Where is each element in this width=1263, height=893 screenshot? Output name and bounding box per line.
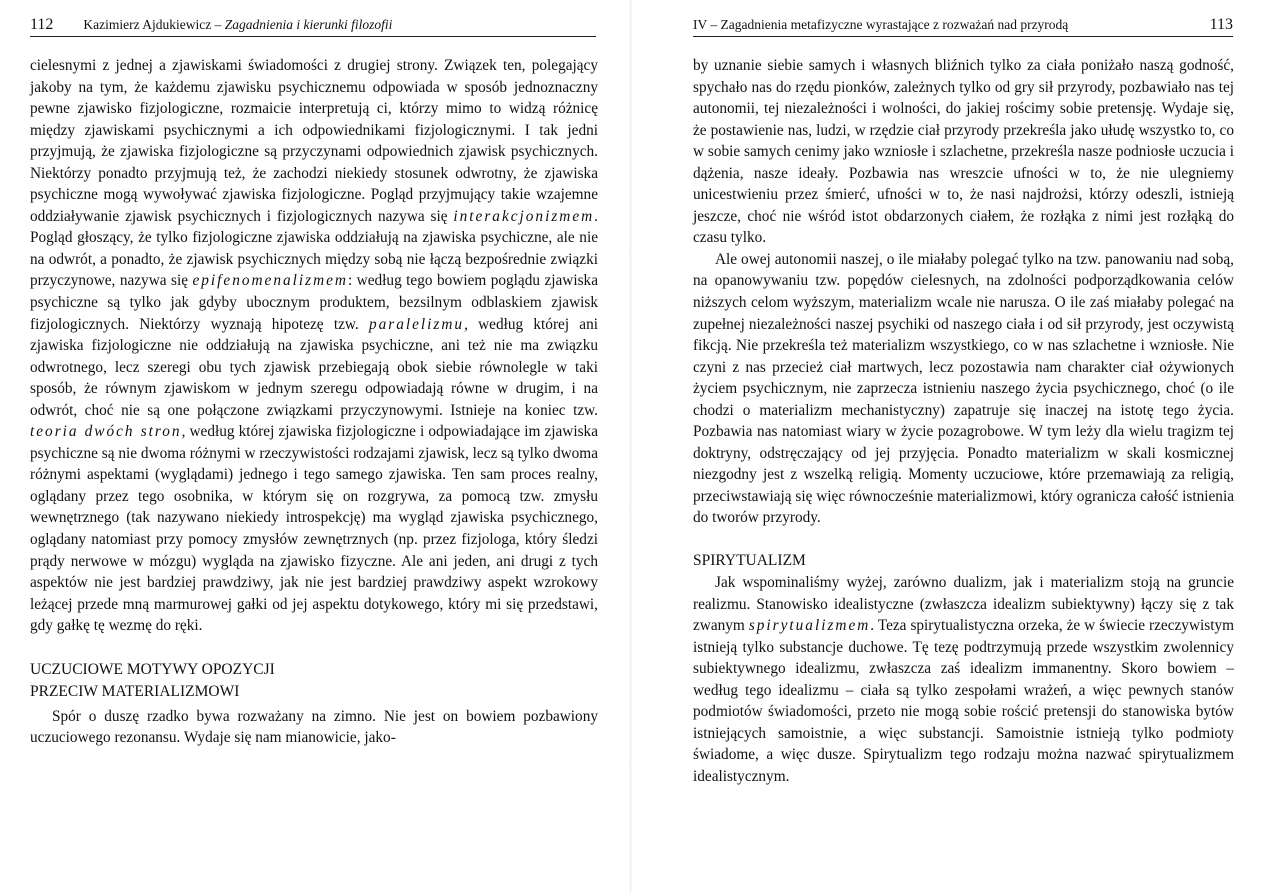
left-running-header <box>30 14 596 37</box>
paragraph: Spór o duszę rzadko bywa rozważany na zimno. Nie jest on bowiem pozbawiony uczuciowego rezonansu. Wydaje się nam mianowicie, jako- <box>30 707 598 747</box>
term-epifenomenalizm: epifenomenalizmem <box>192 272 348 290</box>
paragraph: by uznanie siebie samych i własnych bliźnich tylko za ciała poniżało naszą godność, spychało nas do rzędu pionków, zależnych tylko od gry sił przyrody, pozbawiało nas tej autonomii, tej niezależności i wolności, do jakiej rościmy sobie pretensję. Wydaje się, że postawienie nas, ludzi, w rzędzie ciał przyrody przekreśla jako ułudę wszystko to, co w sobie samych cenimy jako wzniosłe i szlachetne, przekreśla nasze podniosłe uczucia i dążenia, nasze ideały. Pozbawia nas wreszcie ufności w to, że nie ulegniemy unicestwieniu przez śmierć, ufności w to, że nasi najdrożsi, którzy odeszli, istnieją jeszcze, choć nie wśród istot obdarzonych ciałem, że rozłąka z nimi jest rozłąką do czasu tylko. <box>693 57 1234 247</box>
paragraph: Ale owej autonomii naszej, o ile miałaby polegać tylko na tzw. panowaniu nad sobą, na opanowywaniu tzw. popędów cielesnych, na zdolności podporządkowania celów niższych celom wyższym, materializm wcale nie narusza. O ile zaś miałaby polegać na zupełnej niezależności naszej psychiki od naszego ciała i od sił przyrody, jest oczywistą fikcją. Nie przekreśla też materializm wszystkiego, co w nas szlachetne i wzniosłe. Nie czyni z nas przecież ciał martwych, lecz pozostawia nam charakter ciał ożywionych życiem psychicznym, nie zaprzecza istnieniu naszego życia psychicznego, choć (o ile chodzi o materializm mechanistyczny) zapatruje się inaczej na istotę tego życia. Pozbawia nas natomiast wiary w życie pozagrobowe. W tym leży dla wielu tragizm tej doktryny, odstręczający od jej przyjęcia. Ponadto materializm w skali kosmicznej niezgodny jest z wszelką religią. Momenty uczuciowe, które przemawiają za religią, przeciwstawiają się więc równocześnie materializmowi, który ogranicza całość istnienia do tworów przyrody. <box>693 250 1234 527</box>
right-body-text <box>693 55 1234 788</box>
term-interakcjonizm: interakcjonizmem <box>453 207 595 225</box>
spacer <box>693 529 1234 550</box>
text-run: cielesnymi z jednej a zjawiskami świadomości z drugiej strony. Związek ten, polegający jakoby na tym, że każdemu zjawisku psychicznemu odpowiada w sposób jednoznaczny pewne zjawisko fizjologiczne, rozmaicie interpretują ci, którzy mimo to widzą różnicę między zjawiskami psychicznymi a ich odpowiednikami fizjologicznymi. I tak jedni przyjmują, że zjawiska fizjologiczne są przyczynami odpowiednich zjawisk psychicznych. Niektórzy ponadto przyjmują też, że zachodzi niekiedy stosunek odwrotny, że zjawiska psychiczne mogą wywoływać zjawiska fizjologiczne. Pogląd przyjmujący takie wzajemne oddziaływanie zjawisk psychicznych i fizjologicznych nazywa się <box>30 57 598 225</box>
header-chapter-title: IV – Zagadnienia metafizyczne wyrastające z rozważań nad przyrodą <box>693 17 1069 32</box>
left-body-text <box>30 55 598 749</box>
page-number: 113 <box>1209 16 1233 33</box>
term-teoria-dwoch-stron: teoria dwóch stron <box>30 423 182 441</box>
text-run: , według której zjawiska fizjologiczne i odpowiadające im zjawiska psychiczne są nie dwoma różnymi w rzeczywistości rodzajami zjawisk, lecz są tylko dwoma różnymi aspektami (wyglądami) jednego i tego samego zjawiska. Ten sam proces realny, oglądany przez tego osobnika, w którym się on rozgrywa, za pomocą tzw. zmysłu wewnętrznego (tak nazywano niekiedy introspekcję) ma wygląd zjawiska psychicznego, oglądany natomiast przy pomocy zmysłów zewnętrznych (np. przez fizjologa, który śledzi prądy nerwowe w mózgu) wygląda na zjawisko fizyczne. Ale ani jeden, ani drugi z tych aspektów nie jest bardziej prawdziwy, jak nie jest bardziej prawdziwy aspekt wzrokowy leżącej przede mną marmurowej gałki od jej aspektu dotykowego, który mi się przedstawi, gdy gałkę tę wezmę do ręki. <box>30 423 598 635</box>
section-title: SPIRYTUALIZM <box>693 552 806 570</box>
header-book-title: Zagadnienia i kierunki filozofii <box>224 17 393 32</box>
right-running-header <box>693 14 1233 37</box>
right-page <box>631 0 1263 893</box>
text-run: Jak wspominaliśmy wyżej, zarówno dualizm, jak i materializm stoją na gruncie realizmu. Stanowisko idealistyczne (zwłaszcza idealizm subiektywny) łączy się z tak zwanym <box>693 574 1234 635</box>
left-page <box>0 0 631 893</box>
term-paralelizm: paralelizmu <box>368 315 465 333</box>
section-title-line: UCZUCIOWE MOTYWY OPOZYCJI <box>30 660 275 678</box>
header-author: Kazimierz Ajdukiewicz – <box>83 17 225 32</box>
paragraph <box>30 55 598 637</box>
text-run: : według tego bowiem poglądu zjawiska psychiczne są tylko jak gdyby ubocznym produktem, bezsilnym odblaskiem zjawisk fizjologicznych. Niektórzy wyznają hipotezę tzw. <box>30 272 598 333</box>
text-run: . Teza spirytualistyczna orzeka, że w świecie rzeczywistym istnieją tylko substancje duchowe. Tę tezę podtrzymują przede wszystkim zwolennicy subiektywnego idealizmu, zwłaszcza zaś idealizm immanentny. Skoro bowiem – według tego idealizmu – ciała są tylko zespołami wrażeń, a więc pewnych stanów podmiotów świadomości, przeto nie mogą sobie rościć pretensji do stanowiska bytów istniejących samoistnie, a więc substancji. Samoistnie istnieją tylko podmioty świadome, a więc dusze. Spirytualizm tego rodzaju można nazwać spirytualizmem idealistycznym. <box>693 617 1234 785</box>
spacer <box>30 637 598 659</box>
section-title <box>30 659 598 703</box>
text-run: , według której ani zjawiska fizjologiczne nie oddziałują na zjawiska psychiczne, ani też nie ma związku odwrotnego, lecz szeregi obu tych zjawisk przebiegają obok siebie równolegle w taki sposób, że równym zjawiskom w jednym szeregu odpowiadają równe w drugim, i na odwrót, choć nie są one połączone związkami przyczynowymi. Istnieje na koniec tzw. <box>30 315 598 419</box>
section-title-line: PRZECIW MATERIALIZMOWI <box>30 682 240 700</box>
paragraph <box>693 572 1234 787</box>
term-spirytualizm: spirytualizmem <box>748 617 871 635</box>
text-run: . Pogląd głoszący, że tylko fizjologiczne zjawiska oddziałują na zjawiska psychiczne, ale nie na odwrót, a ponadto, że zjawisk psychicznych między sobą nie łączą bezpośrednie związki przyczynowe, nazywa się <box>30 207 598 290</box>
page-number: 112 <box>30 16 54 33</box>
